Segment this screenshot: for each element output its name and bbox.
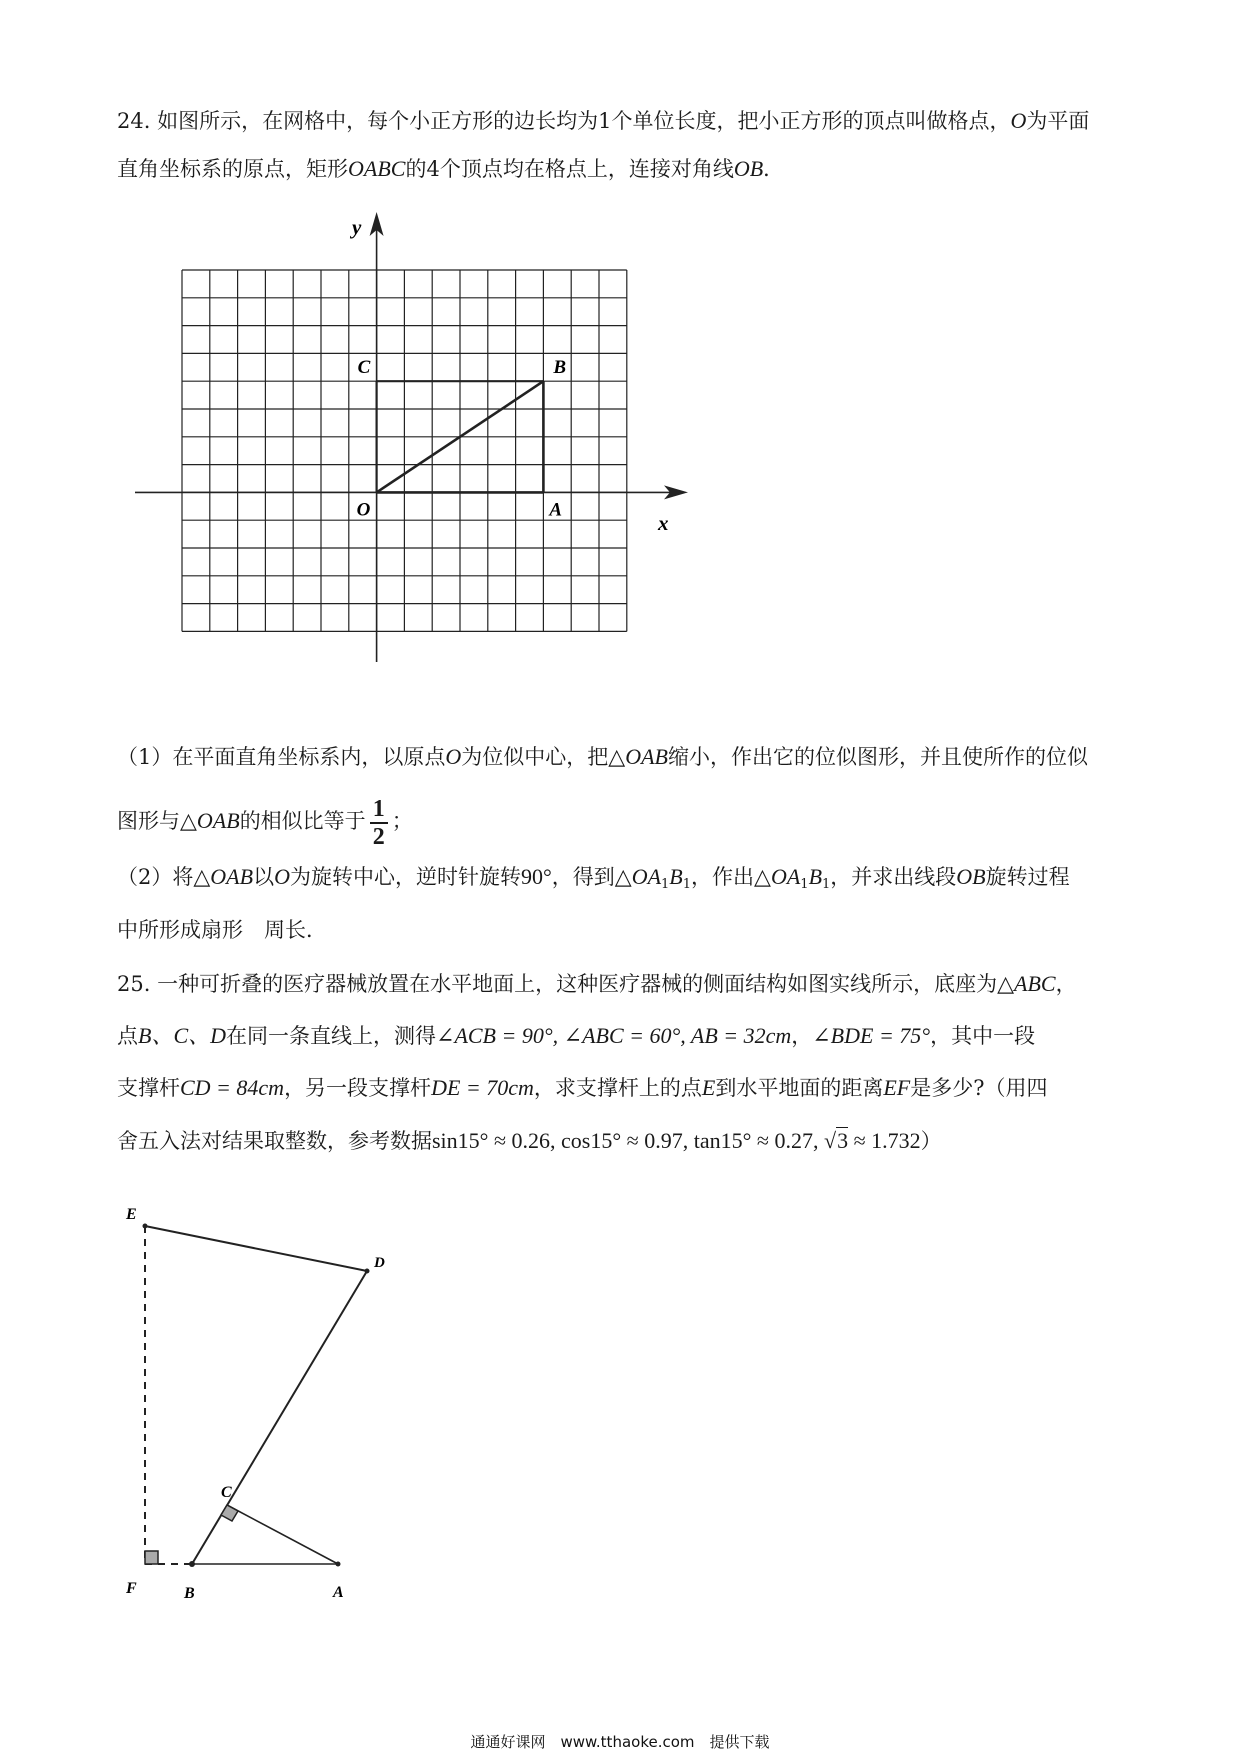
right-angle-C [221,1505,238,1521]
label-A: A [333,1584,344,1601]
q24-number: 24. [117,109,151,133]
q24-line-1: 24. 如图所示，在网格中，每个小正方形的边长均为1个单位长度，把小正方形的顶点叫做格点，O为平面 [117,108,1090,133]
q25-number: 25. [117,972,151,996]
label-A: A [549,499,563,521]
footer-source: 通通好课网 www.tthaoke.com 提供下载 [470,1733,770,1751]
q24-grid-figure [135,212,688,662]
label-E: E [126,1206,137,1223]
label-y: y [352,215,362,239]
q24-part-2-line-2: 中所形成扇形 周长． [117,918,327,942]
q24-line-2: 直角坐标系的原点，矩形OABC的4个顶点均在格点上，连接对角线OB． [117,156,785,181]
point-A [336,1562,341,1567]
point-E [143,1224,148,1229]
q25-line-1: 25. 一种可折叠的医疗器械放置在水平地面上，这种医疗器械的侧面结构如图实线所示，底座为△ABC， [117,971,1077,996]
point-B [189,1561,195,1567]
label-B: B [184,1585,195,1602]
label-O: O [356,499,371,521]
label-C: C [221,1484,232,1501]
q24-part-2-line-1: （2）将△OAB以O为旋转中心，逆时针旋转90°，得到$\triangle OA_1B_1$，作出$\triangle OA_1B_1$，并求出线段OB旋转过程 [117,864,1070,892]
q25-line-3: 支撑杆CD = 84cm，另一段支撑杆DE = 70cm，求支撑杆上的点E到水平地面的距离EF是多少?（用四 [117,1075,1048,1100]
label-B: B [553,357,567,379]
segment-CA [227,1505,338,1564]
q24-part-1-line-2: 图形与△OAB的相似比等于 $\frac{1}{2}$ ； [117,795,413,850]
q25-line-2: 点B、C、D在同一条直线上，测得∠ACB = 90°, ∠ABC = 60°, AB = 32cm，∠BDE = 75°，其中一段 [117,1023,1036,1048]
q24-part-1-line-1: （1）在平面直角坐标系内，以原点O为位似中心，把△OAB缩小，作出它的位似图形，并且使所作的位似 [117,744,1088,769]
label-F: F [126,1580,137,1597]
fraction-one-half: $\frac{1}{2}$ [370,796,388,850]
q25-line-4: 舍五入法对结果取整数，参考数据sin15° ≈ 0.26, cos15° ≈ 0.97, tan15° ≈ 0.27, √3 ≈ 1.732） [117,1128,942,1153]
segment-ED [145,1226,367,1271]
point-D [365,1269,370,1274]
segment-DB [192,1271,367,1564]
label-C: C [357,357,371,379]
q25-device-figure [125,1206,385,1602]
label-x: x [658,511,669,535]
right-angle-F [145,1551,158,1564]
label-D: D [374,1255,385,1271]
